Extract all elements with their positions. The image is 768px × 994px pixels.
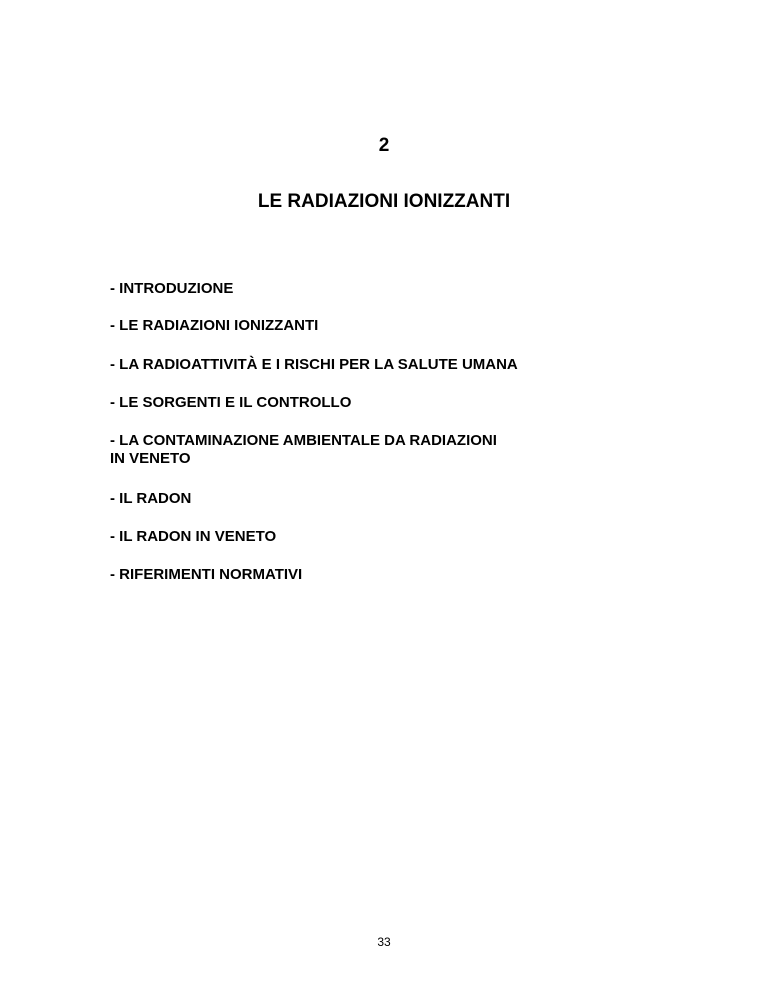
page-number: 33 — [377, 935, 391, 949]
toc-item-sorgenti-controllo: - LE SORGENTI E IL CONTROLLO — [110, 394, 352, 411]
chapter-number: 2 — [378, 135, 390, 156]
toc-item-riferimenti-normativi: - RIFERIMENTI NORMATIVI — [110, 566, 303, 583]
toc-item-radiazioni-ionizzanti: - LE RADIAZIONI IONIZZANTI — [110, 317, 319, 334]
toc-item-radon-veneto: - IL RADON IN VENETO — [110, 528, 277, 545]
toc-item-radon: - IL RADON — [110, 490, 192, 507]
toc-item-radioattivita: - LA RADIOATTIVITÀ E I RISCHI PER LA SALUTE UMANA — [110, 356, 518, 373]
toc-item-introduzione: - INTRODUZIONE — [110, 280, 234, 297]
toc-item-contaminazione-ambientale: - LA CONTAMINAZIONE AMBIENTALE DA RADIAZIONI IN VENETO — [110, 432, 497, 467]
chapter-title: LE RADIAZIONI IONIZZANTI — [257, 191, 511, 212]
